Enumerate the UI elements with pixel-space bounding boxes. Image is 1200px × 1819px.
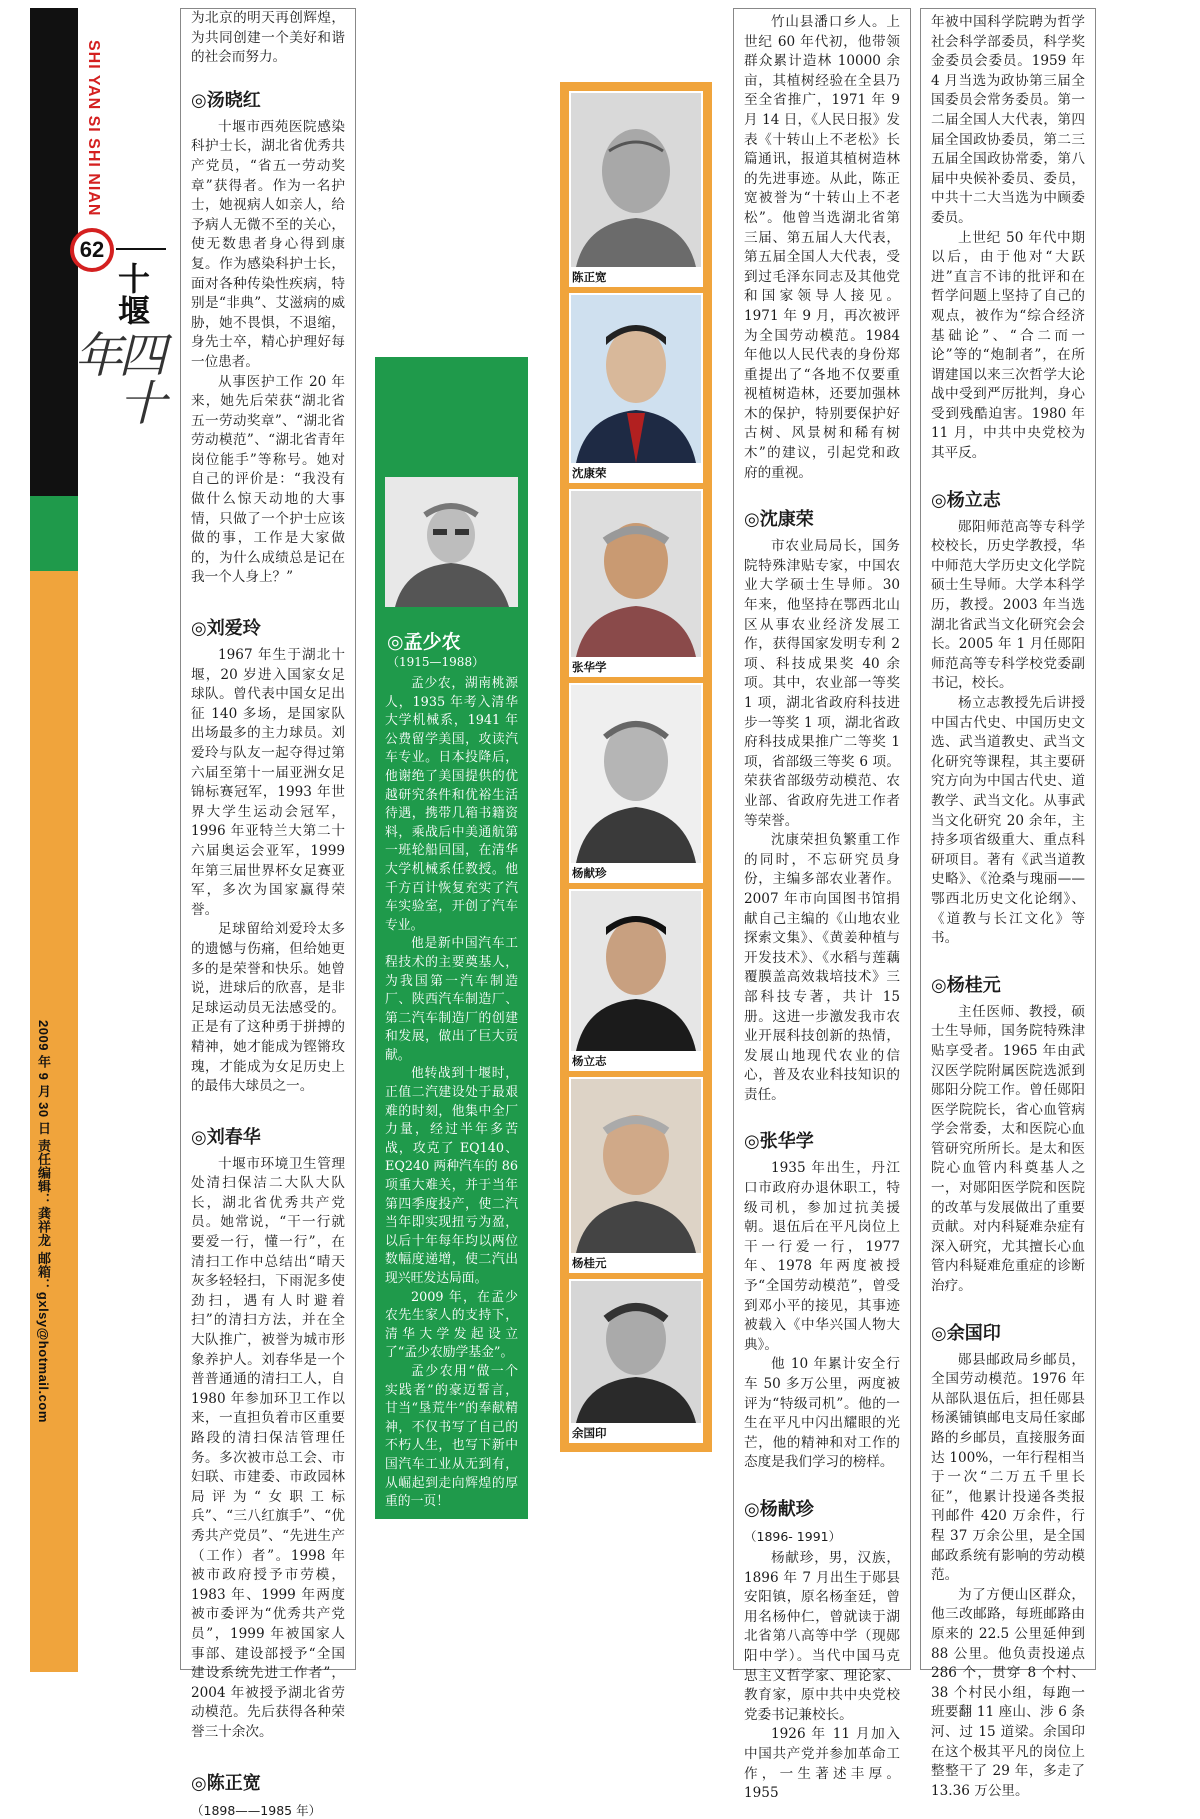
section-paragraph: 十堰市环境卫生管理处清扫保洁二大队大队长，湖北省优秀共产党员。她常说，“干一行就要爱一行，懂一行”，在清扫工作中总结出“晴天灰多轻轻扫，下雨泥多使劲扫，遇有人时避着扫”的清扫方法，并在全大队推广，被誉为城市形象养护人。刘春华是一个普普通通的清扫工人，自 1980 年参加环卫工作以来，一直担负着市区重要路段的清扫保洁管理任务。多次被市总工会、市妇联、市建委、市政园林局评为“女职工标兵”、“三八红旗手”、“优秀共产党员”、“先进生产（工作）者”。1998 年被市政府授予市劳模，1983 年、1999 年两度被市委评为“优秀共产党员”，1999 年被国家人事部、建设部授予“全国建设系统先进工作者”，2004 年被授予湖北省劳动模范。先后获得各种荣誉三十余次。 xyxy=(191,1155,345,1740)
portrait-photo xyxy=(571,93,701,267)
portrait-photo xyxy=(385,477,518,607)
column-3-intro: 竹山县潘口乡人。上世纪 60 年代初，他带领群众累计造林 10000 余亩，其植树经验在全县乃至全省推广，1971 年 9 月 14 日，《人民日报》发表《十转山上不老松》长篇通讯，报道其植树造林的先进事迹。从此，陈正宽被誉为“十转山上不老松”。他曾当选湖北省第三届、第五届人大代表，第五届全国人大代表，受到过毛泽东同志及其他党和国家领导人接见。1971 年 9 月，再次被评为全国劳动模范。1984 年他以人民代表的身份郑重提出了“各地不仅要重视植树造林，还要加强林木的保护，特别要保护好古树、风景树和稀有树木”的建议，引起党和政府的重视。 xyxy=(744,14,900,481)
portrait-caption: 陈正宽 xyxy=(572,270,607,284)
feature-body xyxy=(385,675,518,1512)
section-paragraph: 为了方便山区群众，他三改邮路，每班邮路由原来的 22.5 公里延伸到 88 公里。他负责投递点 286 个，贯穿 8 个村、38 个村民小组，每跑一班要翻 11 座山、涉 6 条河、过 15 道梁。余国印在这个极其平凡的岗位上整整干了 29 年，多走了 13.36 万公里。 xyxy=(931,1586,1085,1799)
feature-paragraph: 他是新中国汽车工程技术的主要奠基人，为我国第一汽车制造厂、陕西汽车制造厂、第二汽车制造厂的创建和发展，做出了巨大贡献。 xyxy=(385,936,518,1063)
section-paragraph: 郧阳师范高等专科学校校长，历史学教授，华中师范大学历史文化学院硕士生导师。大学本科学历，教授。2003 年当选湖北省武当文化研究会会长。2005 年 1 月任郧阳师范高等专科学校党委副书记，校长。 xyxy=(931,518,1085,692)
portrait-frame xyxy=(569,293,703,483)
portrait-caption: 杨献珍 xyxy=(572,866,607,880)
column-4-intro: 年被中国科学院聘为哲学社会科学部委员，科学奖金委员会委员。1959 年 4 月当选为政协第三届全国委员会常务委员。第一二届全国人大代表，第四届全国政协委员，第二三五届全国政协常委，第八届中央候补委员、委员，中共十二大当选为中顾委委员。 xyxy=(931,14,1085,226)
section-paragraph: 主任医师、教授，硕士生导师，国务院特殊津贴享受者。1965 年由武汉医学院附属医院选派到郧阳分院工作。曾任郧阳医学院院长，省心血管病学会常委，太和医院心血管研究所所长。是太和医院心血管内科奠基人之一，对郧阳医学院和医院的改革与发展做出了重要贡献。对内科疑难杂症有深入研究，尤其擅长心血管内科疑难危重症的诊断治疗。 xyxy=(931,1003,1085,1295)
feature-column-meng-shaonong xyxy=(375,357,528,1519)
header-pinyin: SHI YAN SI SHI NIAN xyxy=(85,40,102,217)
portrait-caption: 杨桂元 xyxy=(572,1256,607,1270)
portrait-photo xyxy=(571,1281,701,1423)
section-heading: ◎陈正宽 xyxy=(191,1772,261,1794)
section-paragraph: 1967 年生于湖北十堰，20 岁进入国家女足球队。曾代表中国女足出征 140 多场，是国家队出场最多的主力球员。刘爱玲与队友一起夺得过第六届至第十一届亚洲女足锦标赛冠军，1993 年世界大学生运动会冠军，1996 年亚特兰大第二十六届奥运会亚军，1999 年第三届世界杯女足赛亚军，多次为国家赢得荣誉。 xyxy=(191,647,345,918)
portrait-frame xyxy=(569,91,703,287)
section-paragraph: 郧县邮政局乡邮员，全国劳动模范。1976 年从部队退伍后，担任郧县杨溪铺镇邮电支局任家邮路的乡邮员，直接服务面达 100%，一年行程相当于一次“二万五千里长征”，他累计投递各类报刊邮件 420 万余件，行程 37 万余公里，是全国邮政系统有影响的劳动模范。 xyxy=(931,1351,1085,1584)
section-paragraph: 从事医护工作 20 年来，她先后荣获“湖北省五一劳动奖章”、“湖北省劳动模范”、“湖北省青年岗位能手”等称号。她对自己的评价是：“我没有做什么惊天动地的大事情，只做了一个护士应该做的事，工作是大家做的，为什么成绩总是记在我一个人身上？” xyxy=(191,373,345,586)
section-paragraph: 足球留给刘爱玲太多的遗憾与伤痛，但给她更多的是荣誉和快乐。她曾说，进球后的欣喜，是非足球运动员无法感受的。正是有了这种勇于拼搏的精神，她才能成为铿锵玫瑰，才能成为女足历史上的最伟大球员之一。 xyxy=(191,921,345,1095)
section-heading: ◎沈康荣 xyxy=(744,509,814,531)
page-number-badge: 62 xyxy=(70,228,114,272)
feature-paragraph: 他转战到十堰时，正值二汽建设处于最艰难的时刻，他集中全厂力量，经过半年多苦战，攻克了 EQ140、EQ240 两种汽车的 86 项重大难关，并于当年第四季度投产，使二汽当年即实现扭亏为盈，以后十年每年均以两位数幅度递增，使二汽出现兴旺发达局面。 xyxy=(385,1066,518,1286)
portrait-frame xyxy=(569,683,703,883)
portrait-photo xyxy=(571,891,701,1051)
section-paragraph: 市农业局局长，国务院特殊津贴专家，中国农业大学硕士生导师。30 年来，他坚持在鄂西北山区从事农业经济发展工作，获得国家发明专利 2 项、科技成果奖 40 余项。其中，农业部一等奖 1 项，湖北省政府科技进步一等奖 1 项，湖北省政府科技成果推广二等奖 1 项，省部级三等奖 6 项。荣获省部级劳动模范、农业部、省政府先进工作者等荣誉。 xyxy=(744,538,900,829)
column-4-intro-2: 上世纪 50 年代中期以后，由于他对“大跃进”直言不讳的批评和在哲学问题上坚持了自己的观点，被作为“综合经济基础论”、“合二而一论”等的“炮制者”，在所谓建国以来三次哲学大论战中受到严厉批判，身心受到残酷迫害。1980 年 11 月，中共中央党校为其平反。 xyxy=(931,229,1085,462)
section-paragraph: 沈康荣担负繁重工作的同时，不忘研究员身份，主编多部农业著作。2007 年市向国图书馆捐献自己主编的《山地农业探索文集》、《黄姜种植与开发技术》、《水稻与莲藕覆膜盖高效栽培技术》三部科技专著，共计 15 册。这进一步激发我市农业开展科技创新的热情，发展山地现代农业的信心，普及农业科技知识的责任。 xyxy=(744,832,900,1103)
column-1-intro: 为北京的明天再创辉煌，为共同创建一个美好和谐的社会而努力。 xyxy=(191,10,345,66)
column-4 xyxy=(920,8,1096,1799)
section-heading: ◎杨桂元 xyxy=(931,974,1001,996)
portrait-frame xyxy=(569,889,703,1071)
portrait-photo xyxy=(571,685,701,863)
section-paragraph: 1926 年 11 月加入中国共产党并参加革命工作，一生著述丰厚。1955 xyxy=(744,1726,900,1802)
section-heading: ◎杨献珍 xyxy=(744,1498,814,1520)
margin-strip-green xyxy=(30,496,78,571)
portrait-caption: 杨立志 xyxy=(572,1054,607,1068)
section-heading: ◎刘爱玲 xyxy=(191,618,261,640)
section-heading: ◎余国印 xyxy=(931,1322,1001,1344)
portrait-photo xyxy=(571,295,701,463)
section-heading: ◎张华学 xyxy=(744,1131,814,1153)
section-paragraph: 他 10 年累计安全行车 50 多万公里，两度被评为“特级司机”。他的一生在平凡中闪出耀眼的光芒，他的精神和对工作的态度是我们学习的榜样。 xyxy=(744,1356,900,1471)
portrait-photo-column xyxy=(560,82,712,1452)
section-paragraph: 十堰市西苑医院感染科护士长，湖北省优秀共产党员，“省五一劳动奖章”获得者。作为一名护士，她视病人如亲人，给予病人无微不至的关心，使无数患者身心得到康复。作为感染科护士长，面对各种传染性疾病，特别是“非典”、艾滋病的威胁，她不畏惧，不退缩，身先士卒，精心护理好每一位患者。 xyxy=(191,118,345,370)
section-paragraph: 杨立志教授先后讲授中国古代史、中国历史文选、武当道教史、武当文化研究等课程，其主要研究方向为中国古代史、道教学、武当文化。从事武当文化研究 20 余年，主持多项省级重大、重点科研项目。著有《武当道教史略》、《沧桑与瑰丽——鄂西北历史文化论纲》、《道教与长江文化》等书。 xyxy=(931,695,1085,947)
column-3 xyxy=(733,8,911,1802)
feature-paragraph: 孟少农用“做一个实践者”的豪迈誓言，甘当“垦荒牛”的奉献精神，不仅书写了自己的不朽人生，也写下新中国汽车工业从无到有，从崛起到走向辉煌的厚重的一页！ xyxy=(385,1363,518,1510)
feature-name: ◎孟少农 xyxy=(387,631,461,653)
feature-paragraph: 孟少农，湖南桃源人，1935 年考入清华大学机械系，1941 年公费留学美国，攻读汽车专业。日本投降后，他谢绝了美国提供的优越研究条件和优裕生活待遇，携带几箱书籍资料，乘战后中美通航第一班轮船回国，在清华大学机械系任教授。他千方百计恢复充实了汽车实验室，开创了汽车专业。 xyxy=(385,676,518,933)
logo-rule xyxy=(116,248,166,250)
portrait-caption: 余国印 xyxy=(572,1426,607,1440)
portrait-photo xyxy=(571,1079,701,1253)
column-1 xyxy=(180,8,356,1818)
header-brush-logo: 四十年 xyxy=(66,330,166,426)
feature-paragraph: 2009 年，在孟少农先生家人的支持下，清华大学发起设立了“孟少农励学基金”。 xyxy=(385,1289,518,1361)
section-heading: ◎汤晓红 xyxy=(191,89,261,111)
section-heading: ◎刘春华 xyxy=(191,1126,261,1148)
section-paragraph: 杨献珍，男，汉族，1896 年 7 月出生于郧县安阳镇，原名杨奎廷，曾用名杨仲仁，曾就读于湖北省第八高等中学（现郧阳中学）。当代中国马克思主义哲学家、理论家、教育家，原中共中央党校党委书记兼校长。 xyxy=(744,1549,900,1723)
portrait-frame xyxy=(569,489,703,677)
portrait-frame xyxy=(569,1279,703,1443)
feature-years: （1915—1988） xyxy=(387,655,485,669)
portrait-caption: 张华学 xyxy=(572,660,607,674)
section-heading: ◎杨立志 xyxy=(931,489,1001,511)
portrait-photo xyxy=(571,491,701,657)
section-paragraph: 1935 年出生，丹江口市政府办退休职工，特级司机，参加过抗美援朝。退伍后在平凡岗位上干一行爱一行，1977 年、1978 年两度被授予“全国劳动模范”，曾受到邓小平的接见，其事迹被载入《中华兴国人物大典》。 xyxy=(744,1160,900,1353)
life-dates: （1898——1985 年） xyxy=(191,1802,322,1818)
header-title: 十堰 xyxy=(113,262,151,326)
footer-date-editor: 2009 年 9 月 30 日 责任编辑：龚祥龙 邮箱：gxlsy@hotmail.com xyxy=(36,1020,51,1423)
life-dates: （1896- 1991） xyxy=(744,1528,842,1544)
portrait-caption: 沈康荣 xyxy=(572,466,607,480)
portrait-frame xyxy=(569,1077,703,1273)
